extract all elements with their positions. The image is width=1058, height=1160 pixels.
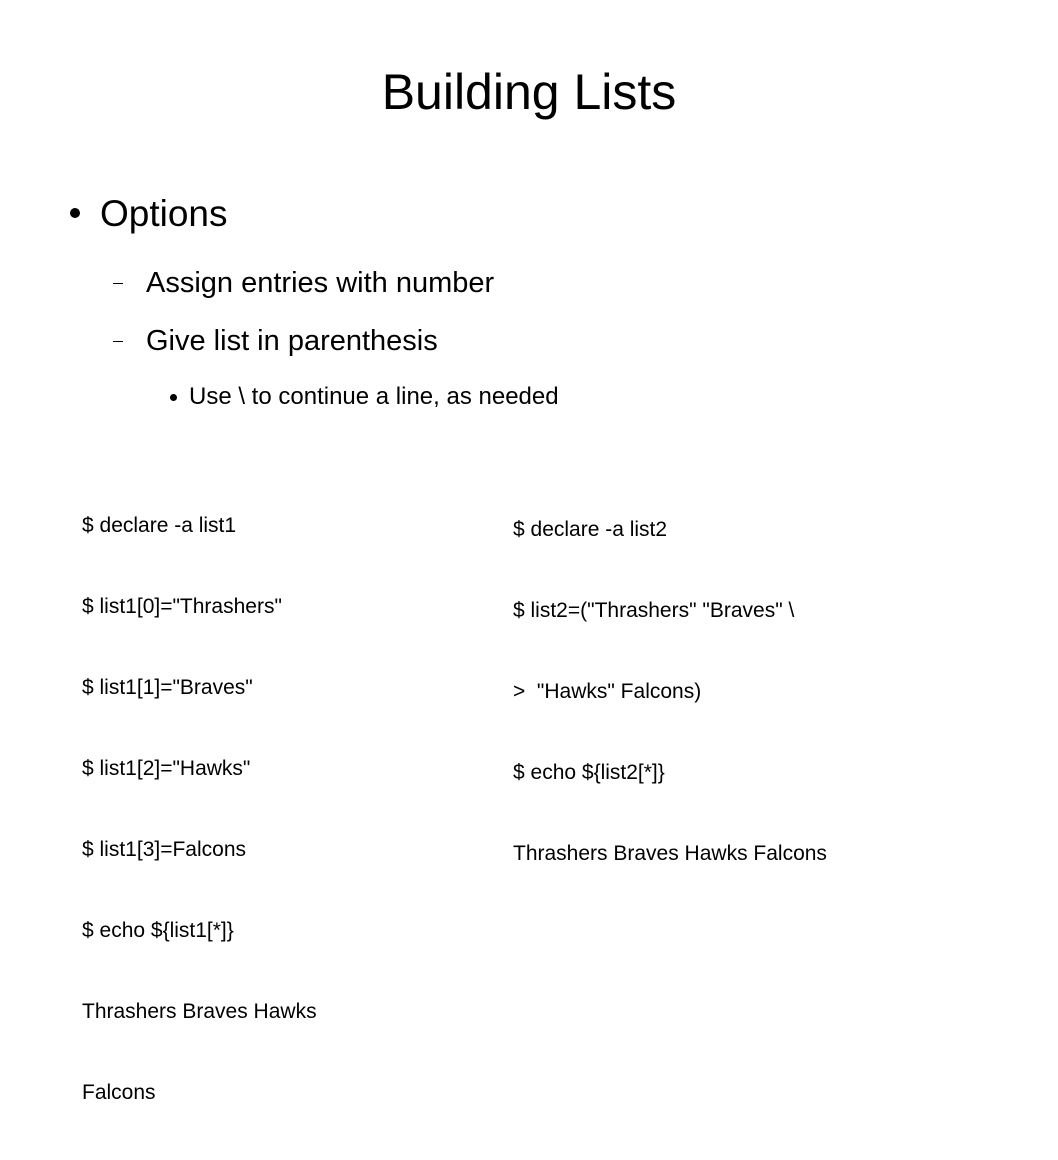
bullet-assign-entries-text: Assign entries with number [146, 267, 495, 299]
code-line: $ list2=("Thrashers" "Braves" \ [513, 599, 795, 622]
bullet-give-list-text: Give list in parenthesis [146, 325, 438, 357]
code-line: Thrashers Braves Hawks Falcons [513, 842, 827, 865]
bullet-options-text: Options [100, 193, 228, 234]
code-line: > "Hawks" Falcons) [513, 680, 702, 703]
code-line: $ declare -a list1 [82, 514, 237, 537]
code-line: $ declare -a list2 [513, 518, 668, 541]
code-line: $ echo ${list2[*]} [513, 761, 665, 784]
code-line: $ list1[3]=Falcons [82, 838, 247, 861]
bullet-dash-icon [113, 283, 123, 284]
code-line: $ list1[0]="Thrashers" [82, 595, 282, 618]
slide-title: Building Lists [381, 64, 677, 120]
code-example-list1 [82, 458, 317, 1160]
code-example-list2 [513, 462, 827, 921]
bullet-dot-icon [70, 208, 80, 218]
code-line: Falcons [82, 1081, 156, 1104]
bullet-continue-line-text: Use \ to continue a line, as needed [189, 383, 559, 410]
code-line: $ list1[2]="Hawks" [82, 757, 251, 780]
code-line: $ echo ${list1[*]} [82, 919, 234, 942]
bullet-dot-icon [170, 394, 177, 401]
code-line: $ list1[1]="Braves" [82, 676, 253, 699]
bullet-dash-icon [113, 341, 123, 342]
code-line: Thrashers Braves Hawks [82, 1000, 317, 1023]
